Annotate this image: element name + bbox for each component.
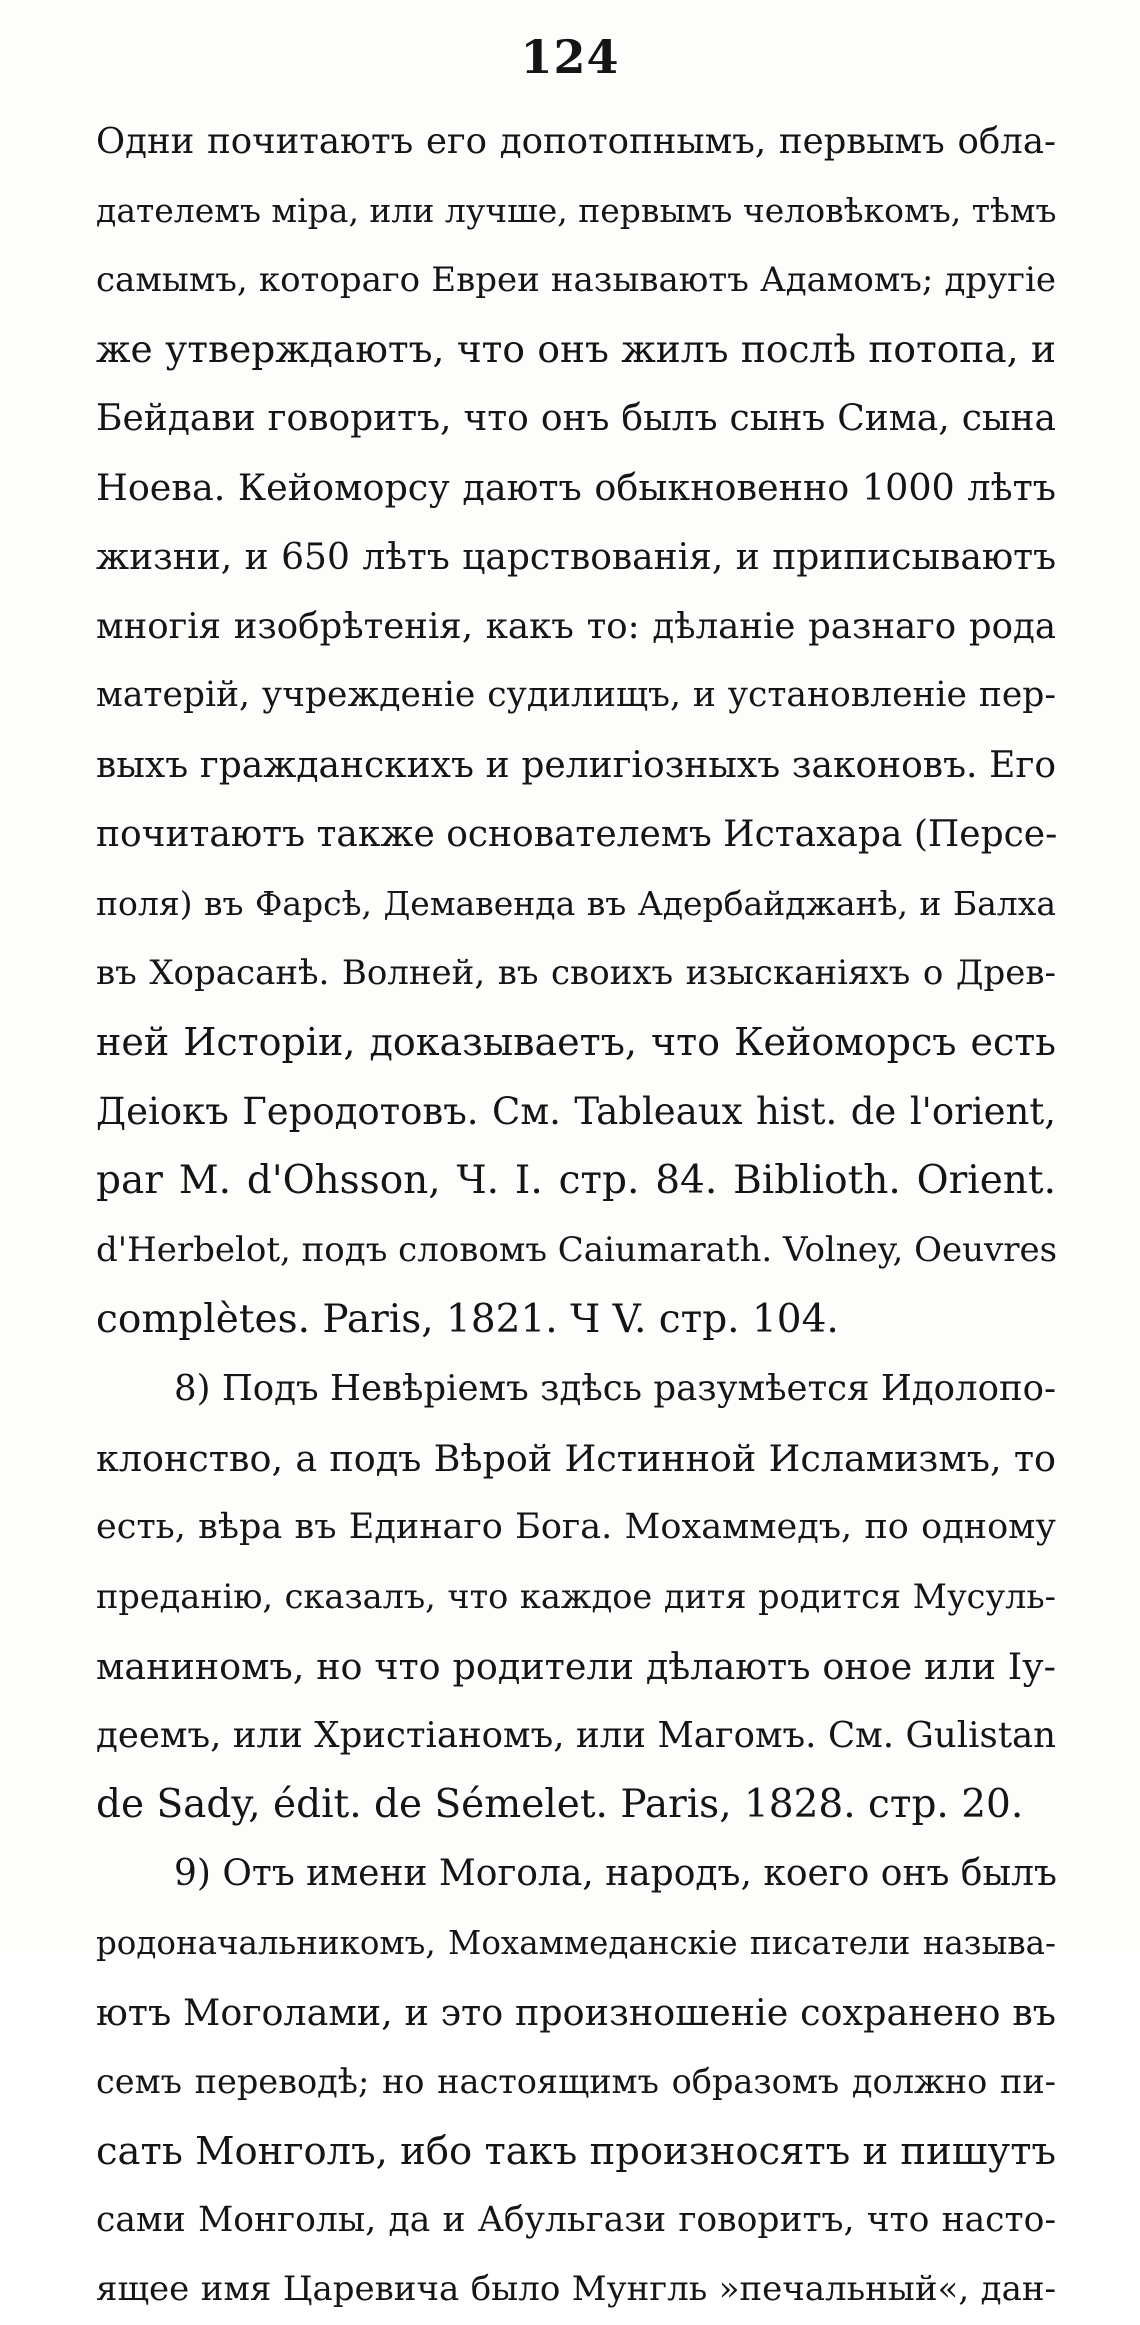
text-line: клонство, а подъ Вѣрой Истинной Исламизмъ, то — [96, 1436, 1056, 1480]
text-line: par M. d'Ohsson, Ч. I. стр. 84. Biblioth. Orient. — [96, 1158, 1056, 1204]
text-line: Ноева. Кейоморсу даютъ обыкновенно 1000 лѣтъ — [96, 466, 1056, 510]
text-line: многія изобрѣтенія, какъ то: дѣланіе разнаго рода — [96, 606, 1056, 648]
text-line: d'Herbelot, подъ словомъ Caiumarath. Volney, Oeuvres — [96, 1229, 1058, 1270]
text-line: complètes. Paris, 1821. Ч V. стр. 104. — [96, 1297, 839, 1343]
text-line: ящее имя Царевича было Мунгль »печальный«, дан- — [96, 2269, 1056, 2310]
text-line: дателемъ міра, или лучше, первымъ человѣкомъ, тѣмъ — [96, 191, 1057, 231]
text-line: Одни почитаютъ его допотопнымъ, первымъ обла- — [96, 121, 1056, 162]
footnote-9-start: 9) Отъ имени Могола, народъ, коего онъ былъ — [174, 1853, 1057, 1895]
text-line: преданію, сказалъ, что каждое дитя родится Мусуль- — [96, 1577, 1056, 1617]
text-line: самымъ, котораго Евреи называютъ Адамомъ; другіе — [96, 259, 1056, 300]
text-line: сать Монголъ, ибо такъ произносятъ и пишутъ — [96, 2128, 1056, 2174]
text-line: въ Хорасанѣ. Волней, въ своихъ изысканіяхъ о Древ- — [96, 952, 1056, 993]
text-line: деемъ, или Христіаномъ, или Магомъ. См. Gulistan — [96, 1714, 1056, 1756]
text-line: же утверждаютъ, что онъ жилъ послѣ потопа, и — [96, 326, 1056, 371]
text-line: жизни, и 650 лѣтъ царствованія, и приписываютъ — [96, 536, 1056, 578]
text-line: родоначальникомъ, Мохаммеданскіе писатели называ- — [96, 1923, 1056, 1962]
text-line: маниномъ, но что родители дѣлаютъ оное или Іу- — [96, 1644, 1056, 1688]
footnote-8-start: 8) Подъ Невѣріемъ здѣсь разумѣется Идолопо- — [174, 1368, 1056, 1410]
text-line: ютъ Моголами, и это произношеніе сохранено въ — [96, 1991, 1056, 2035]
text-line: Деіокъ Геродотовъ. См. Tableaux hist. de l'orient, — [96, 1090, 1056, 1134]
text-line: поля) въ Фарсѣ, Демавенда въ Адербайджанѣ, и Балха — [96, 884, 1056, 924]
page-number: 124 — [520, 30, 620, 84]
text-line: de Sady, édit. de Sémelet. Paris, 1828. стр. 20. — [96, 1782, 1024, 1828]
text-line: есть, вѣра въ Единаго Бога. Мохаммедъ, по одному — [96, 1506, 1056, 1547]
text-line: семъ переводѣ; но настоящимъ образомъ должно пи- — [96, 2062, 1056, 2102]
footnotes-text — [96, 107, 1056, 2325]
text-line: почитаютъ также основателемъ Истахара (Персе- — [96, 813, 1058, 855]
text-line: выхъ гражданскихъ и религіозныхъ законовъ. Его — [96, 744, 1056, 786]
text-line: Бейдави говоритъ, что онъ былъ сынъ Сима, сына — [96, 398, 1056, 440]
text-line: ней Исторіи, доказываетъ, что Кейоморсъ есть — [96, 1019, 1056, 1064]
text-line: матерій, учрежденіе судилищъ, и установленіе пер- — [96, 675, 1056, 716]
text-line: сами Монголы, да и Абульгази говоритъ, что насто- — [96, 2199, 1056, 2240]
